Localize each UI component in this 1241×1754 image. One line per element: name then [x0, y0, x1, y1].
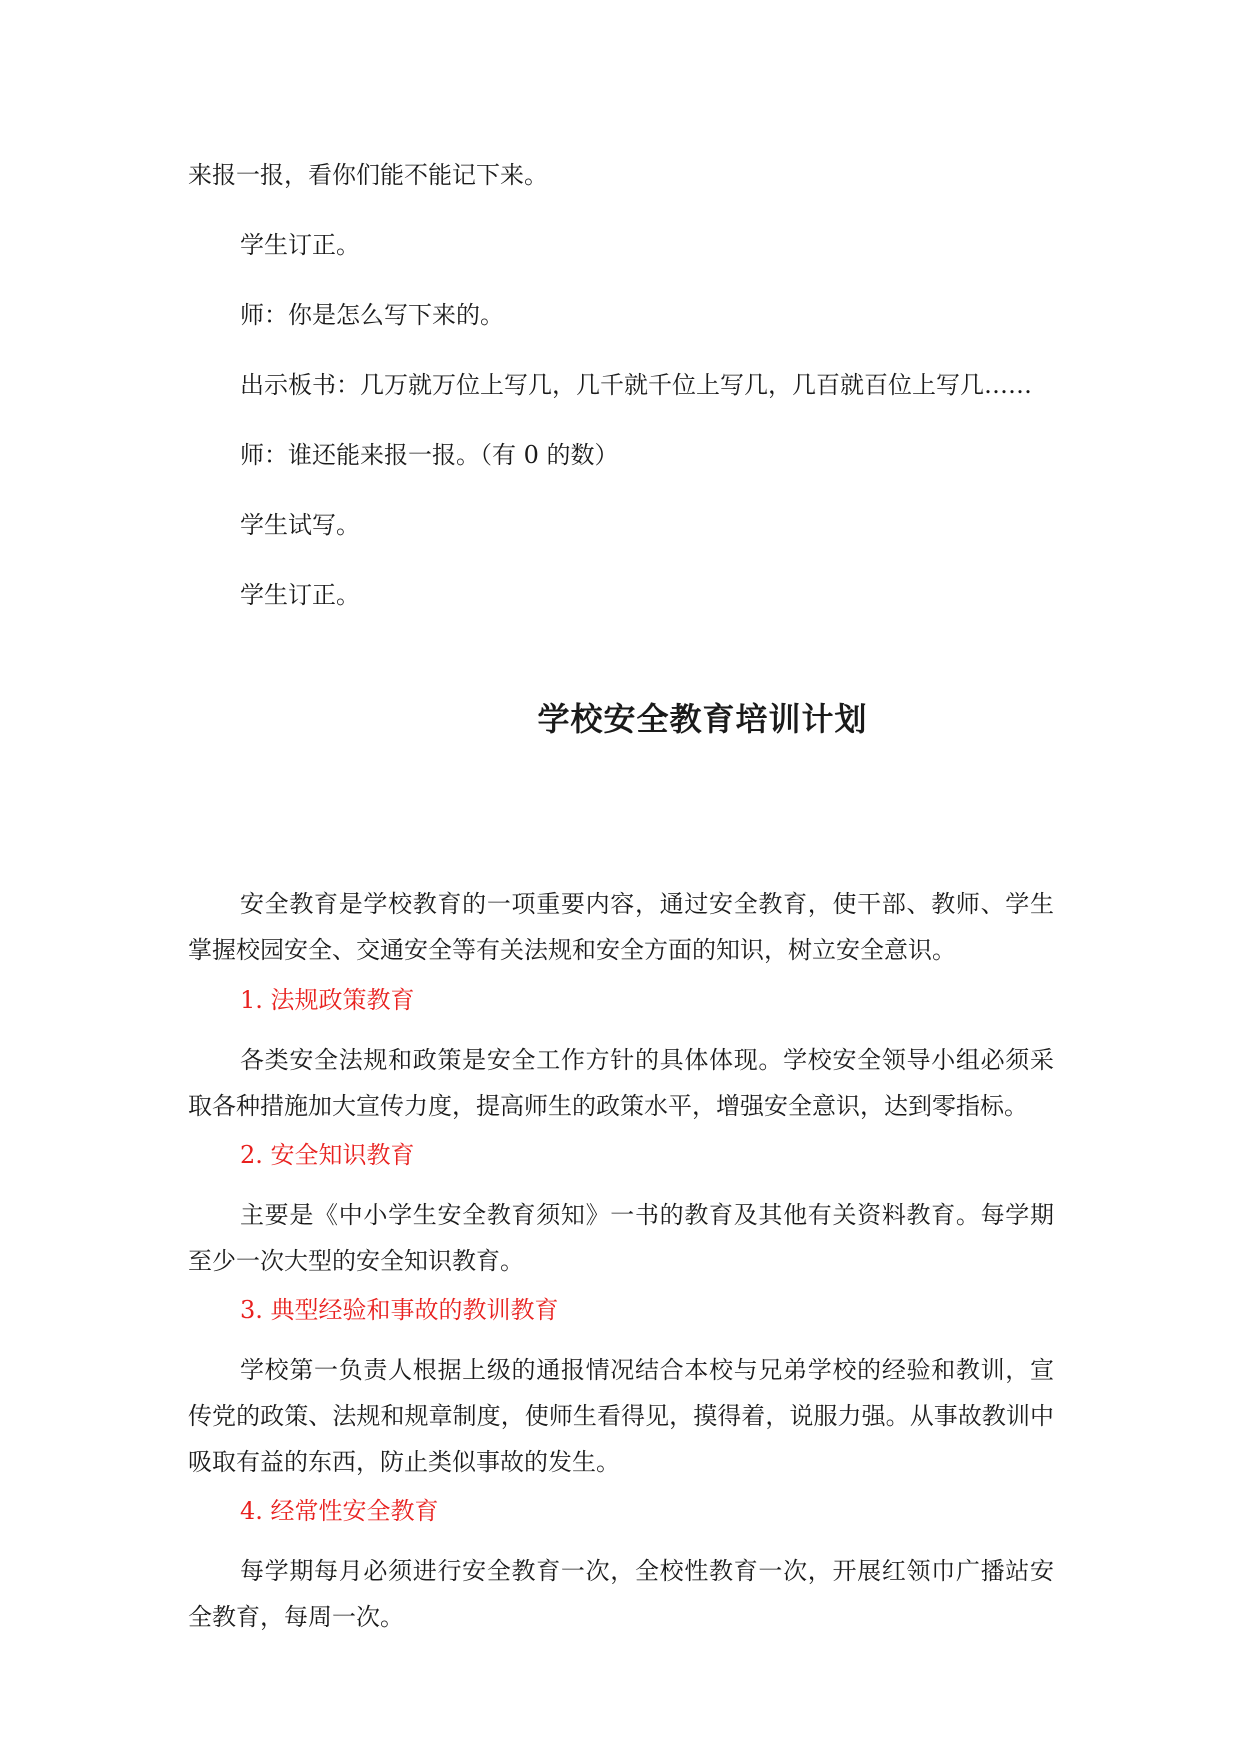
- plan-title: 学校安全教育培训计划: [537, 700, 868, 738]
- dialogue-line-1: 来报一报，看你们能不能记下来。: [188, 161, 548, 189]
- dialogue-line-2: 学生订正。: [240, 231, 360, 259]
- section-body-3: 学校第一负责人根据上级的通报情况结合本校与兄弟学校的经验和教训，宣传党的政策、法规和规章制度，使师生看得见，摸得着，说服力强。从事故教训中吸取有益的东西，防止类似事故的发生。: [188, 1356, 1054, 1476]
- section-body-1: 各类安全法规和政策是安全工作方针的具体体现。学校安全领导小组必须采取各种措施加大宣传力度，提高师生的政策水平，增强安全意识，达到零指标。: [188, 1046, 1054, 1120]
- dialogue-line-3: 师：你是怎么写下来的。: [240, 301, 504, 329]
- dialogue-line-4: 出示板书：几万就万位上写几，几千就千位上写几，几百就百位上写几……: [240, 371, 1032, 399]
- section-body-2: 主要是《中小学生安全教育须知》一书的教育及其他有关资料教育。每学期至少一次大型的安全知识教育。: [188, 1201, 1054, 1275]
- section-heading-3: 3. 典型经验和事故的教训教育: [240, 1296, 559, 1324]
- section-heading-1: 1. 法规政策教育: [240, 986, 415, 1014]
- dialogue-line-7: 学生订正。: [240, 581, 360, 609]
- section-body-4: 每学期每月必须进行安全教育一次，全校性教育一次，开展红领巾广播站安全教育，每周一次。: [188, 1557, 1054, 1631]
- plan-intro: 安全教育是学校教育的一项重要内容，通过安全教育，使干部、教师、学生掌握校园安全、交通安全等有关法规和安全方面的知识，树立安全意识。: [188, 890, 1054, 964]
- dialogue-line-6: 学生试写。: [240, 511, 360, 539]
- section-heading-2: 2. 安全知识教育: [240, 1141, 415, 1169]
- section-heading-4: 4. 经常性安全教育: [240, 1497, 439, 1525]
- dialogue-line-5: 师：谁还能来报一报。（有 0 的数）: [240, 441, 619, 469]
